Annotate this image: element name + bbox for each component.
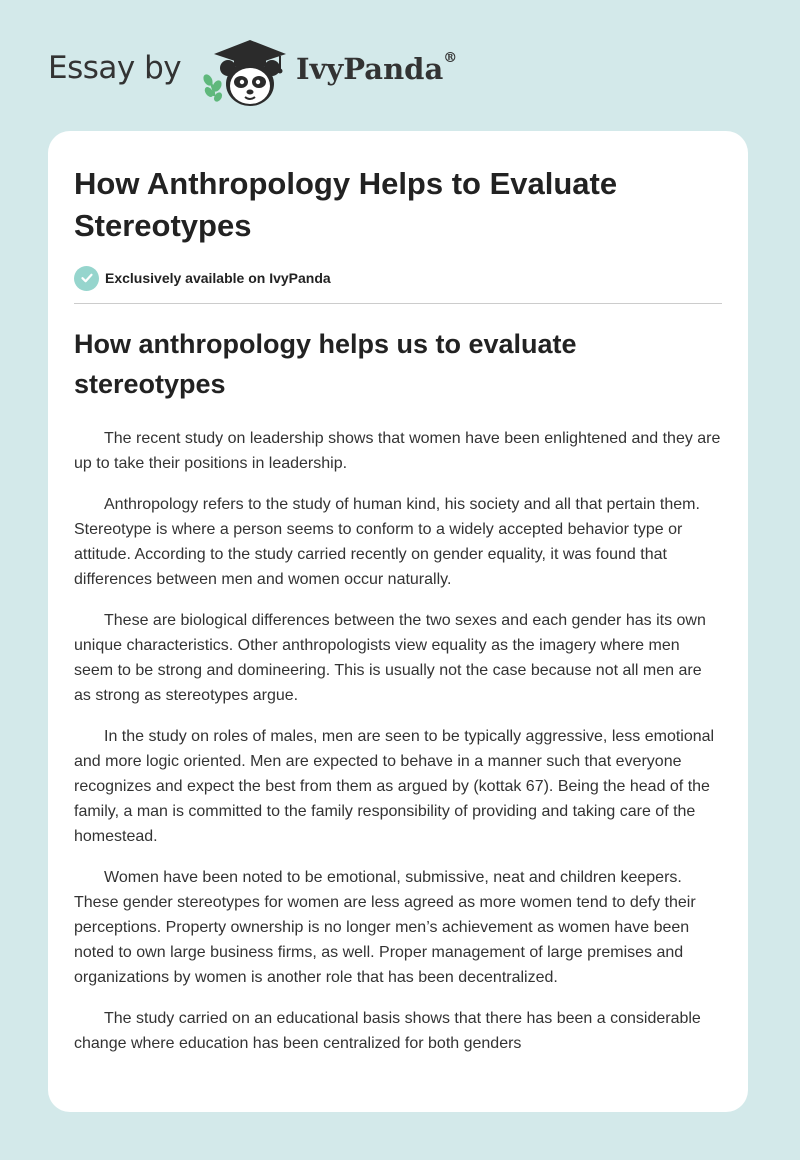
section-heading: How anthropology helps us to evaluate stereotypes: [74, 329, 577, 399]
badge-label: Exclusively available on IvyPanda: [105, 270, 331, 286]
essay-card: [48, 131, 748, 1112]
panda-logo-icon[interactable]: [200, 36, 292, 110]
check-circle-icon: [74, 266, 99, 291]
paragraph: Women have been noted to be emotional, submissive, neat and children keepers. These gender stereotypes for women are less agreed as more women tend to defy their perceptions. Property ownership is no longer men’s achievement as women have been noted to own large business firms, as well. Proper management of large premises and organizations by women is another role that has been decentralized.: [74, 869, 696, 986]
brand-name[interactable]: IvyPanda®: [296, 50, 458, 86]
paragraph: Anthropology refers to the study of human kind, his society and all that pertain them. Stereotype is where a person seems to conform to a widely accepted behavior type or attitude. According to the study carried recently on gender equality, it was found that differences between men and women occur naturally.: [74, 496, 700, 588]
essay-body: [74, 426, 722, 1072]
paragraph: These are biological differences between the two sexes and each gender has its own unique characteristics. Other anthropologists view equality as the imagery where men seem to be strong and domineering. This is usually not the case because not all men are as strong as stereotypes argue.: [74, 612, 706, 704]
registered-mark: ®: [443, 50, 458, 66]
essay-by-label: Essay by: [48, 50, 182, 86]
paragraph: The recent study on leadership shows that women have been enlightened and they are up to take their positions in leadership.: [74, 430, 721, 472]
paragraph: In the study on roles of males, men are seen to be typically aggressive, less emotional and more logic oriented. Men are expected to behave in a manner such that everyone recognizes and expect the best from them as argued by (kottak 67). Being the head of the family, a man is committed to the family responsibility of providing and taking care of the homestead.: [74, 728, 715, 845]
paragraph: The study carried on an educational basis shows that there has been a considerable change where education has been centralized for both genders: [74, 1010, 701, 1052]
exclusive-badge: [74, 265, 331, 291]
site-header: [0, 0, 800, 130]
divider: [74, 303, 722, 304]
page-title: How Anthropology Helps to Evaluate Stereotypes: [74, 166, 618, 243]
